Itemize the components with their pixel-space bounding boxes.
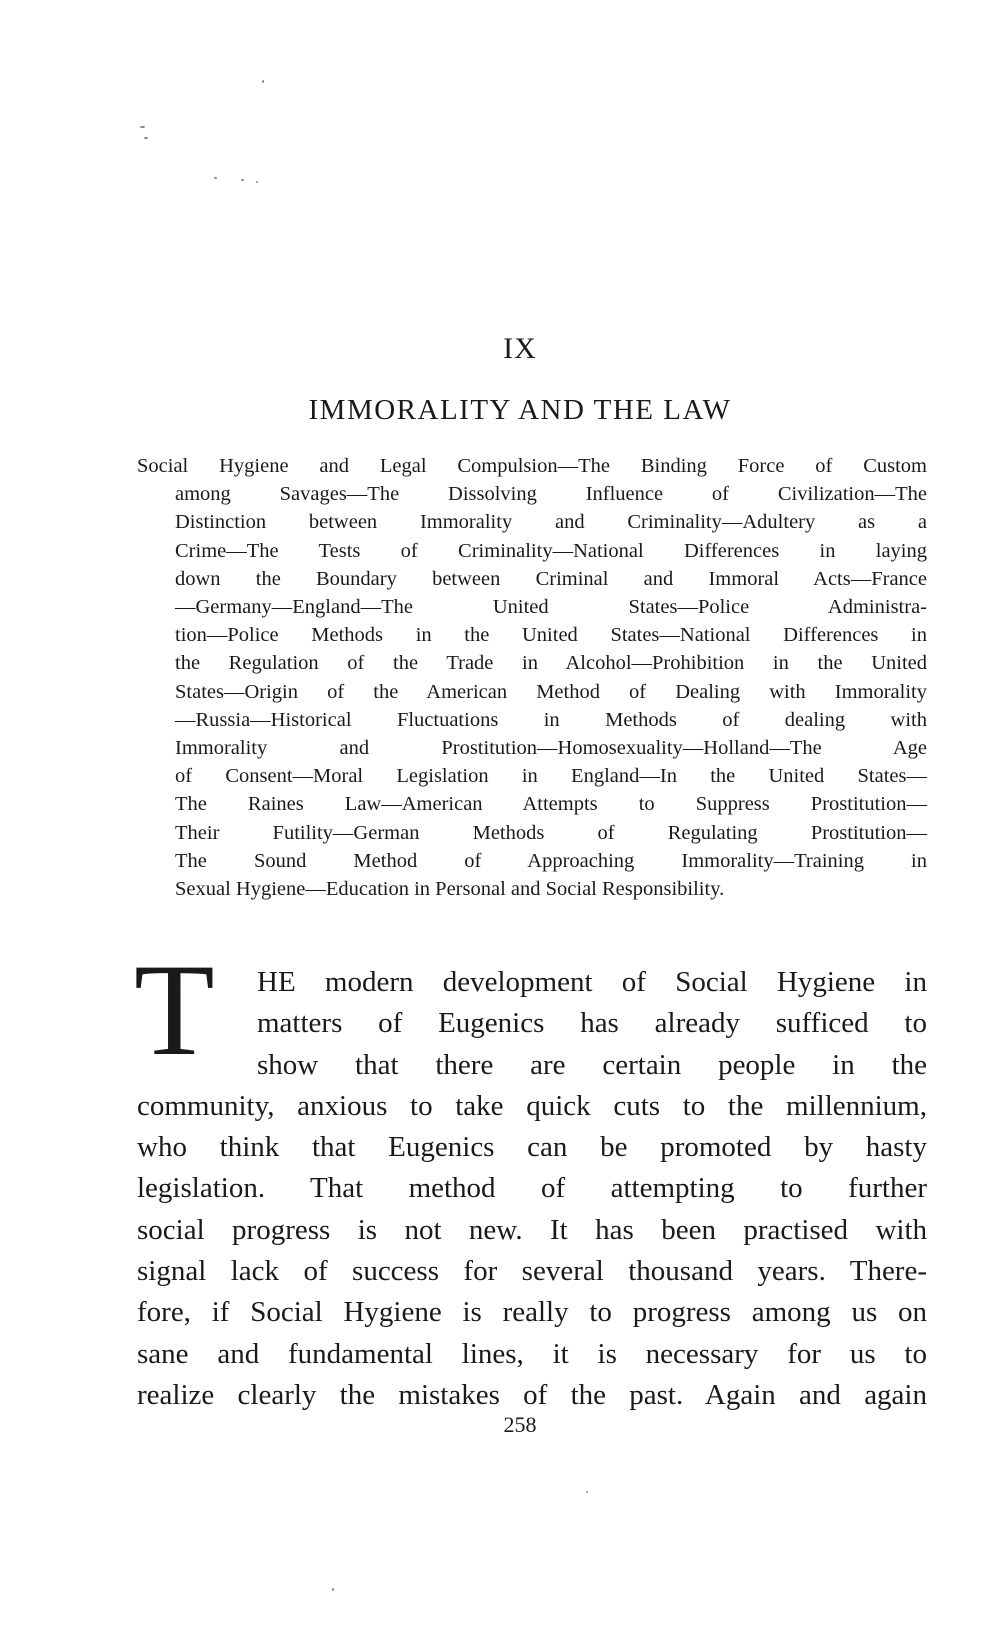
synopsis-line: —Germany—England—The United States—Police Administra- <box>175 596 927 619</box>
synopsis-line: tion—Police Methods in the United States—National Differences in <box>175 624 927 647</box>
body-line: who think that Eugenics can be promoted by hasty <box>137 1131 927 1164</box>
chapter-number: IX <box>503 332 537 365</box>
synopsis-line: down the Boundary between Criminal and Immoral Acts—France <box>175 567 927 590</box>
body-line: matters of Eugenics has already sufficed to <box>257 1007 927 1040</box>
synopsis-line: States—Origin of the American Method of Dealing with Immorality <box>175 680 927 703</box>
body-line: social progress is not new. It has been practised with <box>137 1213 927 1246</box>
scan-speck <box>140 126 145 128</box>
synopsis-line: —Russia—Historical Fluctuations in Methods of dealing with <box>175 708 927 731</box>
synopsis-line: The Sound Method of Approaching Immorality—Training in <box>175 849 927 872</box>
body-line: show that there are certain people in the <box>257 1048 927 1081</box>
body-line: realize clearly the mistakes of the past. Again and again <box>137 1378 927 1411</box>
synopsis-line: among Savages—The Dissolving Influence of Civilization—The <box>175 483 927 506</box>
body-line: fore, if Social Hygiene is really to progress among us on <box>137 1296 927 1329</box>
synopsis-line: Sexual Hygiene—Education in Personal and Social Responsibility. <box>175 878 725 901</box>
scan-speck <box>256 181 258 183</box>
body-paragraph <box>137 962 927 1416</box>
scan-speck <box>262 80 264 83</box>
synopsis-line: the Regulation of the Trade in Alcohol—Prohibition in the United <box>175 652 927 675</box>
chapter-title: IMMORALITY AND THE LAW <box>308 394 732 426</box>
synopsis-line: The Raines Law—American Attempts to Suppress Prostitution— <box>175 793 927 816</box>
body-line: community, anxious to take quick cuts to the millennium, <box>137 1089 927 1122</box>
synopsis-line: Crime—The Tests of Criminality—National Differences in laying <box>175 539 927 562</box>
body-line: legislation. That method of attempting to further <box>137 1172 927 1205</box>
synopsis-line: Social Hygiene and Legal Compulsion—The Binding Force of Custom <box>137 455 927 477</box>
scan-speck <box>144 137 148 139</box>
scan-speck <box>241 179 244 181</box>
drop-cap: T <box>134 936 215 1083</box>
synopsis-line: Immorality and Prostitution—Homosexuality—Holland—The Age <box>175 737 927 760</box>
body-line: signal lack of success for several thousand years. There- <box>137 1255 927 1288</box>
scan-speck <box>214 177 217 179</box>
body-line: sane and fundamental lines, it is necessary for us to <box>137 1337 927 1370</box>
scan-speck <box>332 1588 334 1591</box>
body-line: HE modern development of Social Hygiene in <box>257 966 927 998</box>
synopsis-line: Distinction between Immorality and Criminality—Adultery as a <box>175 511 927 534</box>
chapter-synopsis <box>137 452 927 903</box>
synopsis-line: Their Futility—German Methods of Regulating Prostitution— <box>175 821 927 844</box>
page-number: 258 <box>503 1412 537 1437</box>
scan-speck <box>586 1491 588 1493</box>
synopsis-line: of Consent—Moral Legislation in England—In the United States— <box>175 765 927 788</box>
